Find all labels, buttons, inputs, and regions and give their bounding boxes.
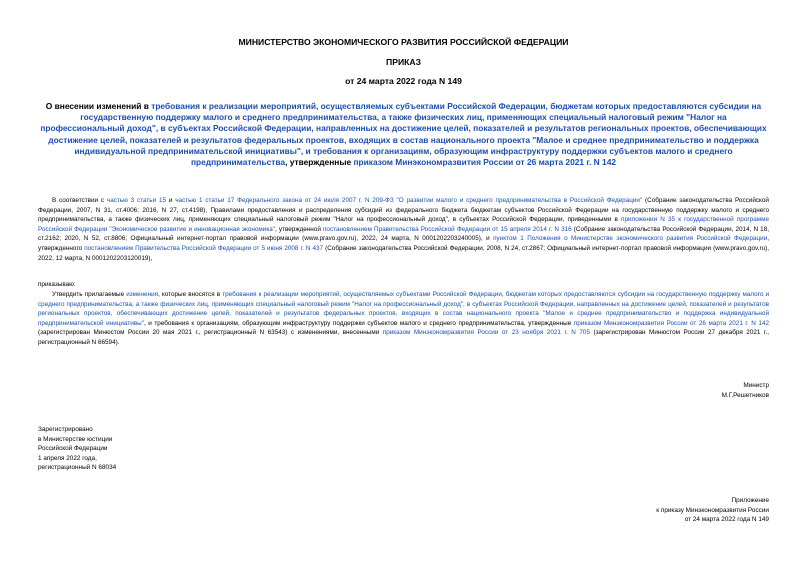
title-text: , утвержденные — [285, 157, 354, 168]
signature-block — [722, 381, 769, 400]
registration-line: Зарегистрировано — [38, 426, 93, 433]
registration-block — [38, 425, 116, 473]
link-amendments[interactable]: изменения — [126, 291, 159, 298]
appendix-block — [656, 496, 769, 525]
paragraph-text: (Собрание законодательства Российской Федерации, 2007, N 31, ст.4006; 2016, N 27, ст.4198), Правилами предоставления и распределения субсидий из федерального бюджета бюджетам субъектов Российской Федерации на государственную поддержку малого и среднего предпринимательства, а также физических лиц, применяющих специальный налоговый режим "Налог на профессиональный доход", в субъектах Российской Федерации, приведенными в — [38, 197, 769, 224]
order-date-number: от 24 марта 2022 года N 149 — [345, 76, 462, 86]
link-order-705[interactable]: приказом Минэкономразвития России от 23 ноября 2021 г. N 705 — [382, 329, 590, 337]
appendix-line: к приказу Минэкономразвития России — [656, 506, 769, 514]
signatory-name: М.Г.Решетников — [721, 391, 769, 399]
order-title — [38, 101, 769, 168]
ministry-name: МИНИСТЕРСТВО ЭКОНОМИЧЕСКОГО РАЗВИТИЯ РОССИЙСКОЙ ФЕДЕРАЦИИ — [238, 37, 569, 47]
registration-number: регистрационный N 68034 — [38, 464, 117, 471]
orders-word: приказываю: — [38, 281, 76, 288]
appendix-line: от 24 марта 2022 года N 149 — [684, 516, 769, 523]
title-text: О внесении изменений в — [45, 101, 152, 111]
paragraph-text: (зарегистрирован Минюстом России 27 декабря 2021 г., регистрационный N 66594). — [38, 329, 769, 346]
title-link-requirements[interactable]: требования к реализации мероприятий, осуществляемых субъектами Российской Федерации, бюджетам которых предоставляются субсидии на государственную поддержку малого и среднего предпринимательства, а также физических лиц, применяющих специальный налоговый режим "Налог на профессиональный доход", в субъектах Российской Федерации, направленных на достижение целей, показателей и результатов региональных проектов, обеспечивающих достижение целей, показателей и результатов федеральных проектов, входящих в состав национального проекта "Малое и среднее предпринимательство и поддержка индивидуальной предпринимательской инициативы", и требования к организациям, образующим инфраструктуру поддержки субъектов малого и среднего предпринимательства — [40, 101, 767, 168]
registration-date: 1 апреля 2022 года, — [38, 454, 97, 462]
link-appendix-35[interactable]: приложении N 35 к государственной программе Российской Федерации "Экономическое развитие и инновационная экономика" — [38, 216, 769, 233]
paragraph-text: В соответствии с — [52, 197, 107, 204]
registration-line: Российской Федерации — [38, 445, 108, 452]
paragraph-text: и — [166, 197, 176, 204]
operative-paragraph — [38, 290, 769, 348]
registration-line: в Министерстве юстиции — [38, 435, 113, 443]
paragraph-text: , утвержденного — [38, 235, 770, 252]
paragraph-text: , утвержденной — [275, 225, 323, 233]
link-part3-article15[interactable]: частью 3 статьи 15 — [106, 197, 167, 204]
paragraph-text: Утвердить прилагаемые — [52, 291, 127, 298]
signatory-position: Министр — [743, 382, 769, 389]
paragraph-text: (Собрание законодательства Российской Федерации, 2014, N 18, ст.2162; 2020, N 52, ст.8806; Официальный интернет-портал правовой информации (www.pravo.gov.ru), 2022, 24 марта, N 0001202203240005), и — [38, 225, 769, 243]
document-type: ПРИКАЗ — [386, 57, 421, 67]
link-resolution-437[interactable]: постановлением Правительства Российской Федерации от 5 июня 2008 г. N 437 — [84, 244, 324, 252]
title-link-order-142[interactable]: приказом Минэкономразвития России от 26 марта 2021 г. N 142 — [353, 157, 617, 168]
link-regulation-point1[interactable]: пунктом 1 Положения о Министерстве экономического развития Российской Федерации — [493, 235, 768, 243]
link-federal-law-209[interactable]: частью 1 статьи 17 Федерального закона от 24 июля 2007 г. N 209-ФЗ "О развитии малого и среднего предпринимательства в Российской Федерации" — [175, 197, 643, 204]
preamble-paragraph — [38, 196, 769, 263]
paragraph-text: , и требования к организациям, образующим инфраструктуру поддержки субъектов малого и среднего предпринимательства, утвержденные — [143, 319, 574, 327]
link-order-142[interactable]: приказом Минэкономразвития России от 26 марта 2021 г. N 142 — [573, 319, 770, 327]
link-requirements[interactable]: требования к реализации мероприятий, осуществляемых субъектами Российской Федерации, бюджетам которых предоставляются субсидии на государственную поддержку малого и среднего предпринимательства, а также физических лиц, применяющих специальный налоговый режим "Налог на профессиональный доход", в субъектах Российской Федерации, направленных на достижение целей, показателей и результатов региональных проектов, обеспечивающих достижение целей, показателей и результатов федеральных проектов, входящих в состав национального проекта "Малое и среднее предпринимательство и поддержка индивидуальной предпринимательской инициативы" — [38, 291, 769, 327]
paragraph-text: , которые вносятся в — [158, 291, 223, 298]
paragraph-text: (зарегистрирован Минюстом России 20 мая 2021 г., регистрационный N 63543) с изменениями, внесенными — [38, 329, 383, 337]
link-resolution-316[interactable]: постановлением Правительства Российской Федерации от 15 апреля 2014 г. N 316 — [323, 225, 572, 233]
paragraph-text: (Собрание законодательства Российской Федерации, 2008, N 24, ст.2867; Официальный интернет-портал правовой информации (www.pravo.gov.ru), 2022, 12 марта, N 0001202203120019), — [38, 244, 770, 262]
appendix-heading: Приложение — [731, 497, 769, 504]
